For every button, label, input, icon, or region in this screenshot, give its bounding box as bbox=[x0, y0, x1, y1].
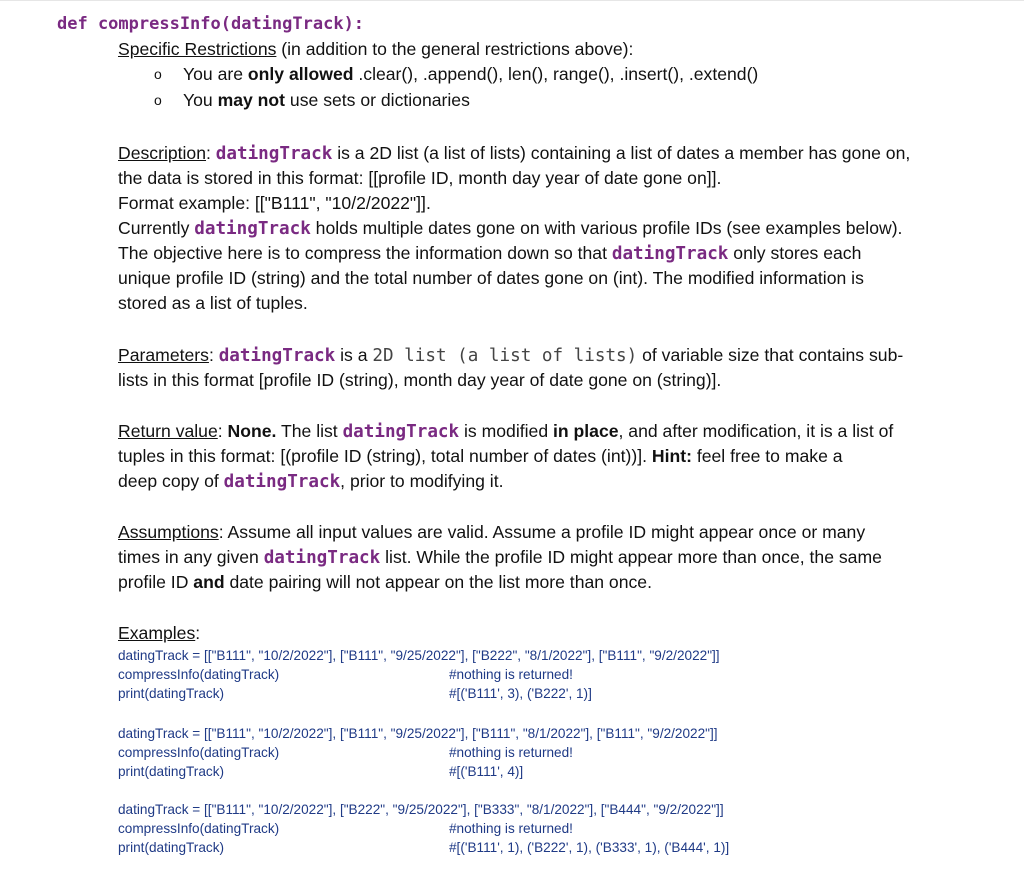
return-l1-a: The list bbox=[276, 421, 343, 441]
examples-colon: : bbox=[195, 623, 201, 643]
assumptions-line-3 bbox=[118, 570, 652, 595]
restriction-1-pre: You are bbox=[183, 64, 248, 84]
assumptions-l1: Assume all input values are valid. Assume a profile ID might appear once or many bbox=[227, 522, 866, 542]
return-none: None. bbox=[227, 421, 277, 441]
parameters-line-2: lists in this format [profile ID (string), month day year of date gone on (string)]. bbox=[118, 370, 722, 390]
page-top-border bbox=[0, 0, 1024, 9]
example-1-call-comment: #nothing is returned! bbox=[449, 667, 573, 682]
description-l5-pre: The objective here is to compress the information down so that bbox=[118, 243, 612, 263]
description-l5-post: only stores each bbox=[728, 243, 862, 263]
description-line-4 bbox=[118, 216, 902, 242]
return-l3-b: , prior to modifying it. bbox=[340, 471, 504, 491]
assumptions-l3-b: date pairing will not appear on the list more than once. bbox=[224, 572, 652, 592]
example-3-print-comment: #[('B111', 1), ('B222', 1), ('B333', 1), ('B444', 1)] bbox=[449, 840, 730, 855]
bullet-1-icon: o bbox=[154, 66, 162, 82]
parameters-post: of variable size that contains sub- bbox=[637, 345, 904, 365]
restriction-1-bold: only allowed bbox=[247, 64, 354, 84]
restriction-item-2 bbox=[183, 88, 470, 113]
description-var-3: datingTrack bbox=[611, 244, 729, 264]
bullet-2-icon: o bbox=[154, 92, 162, 108]
assumptions-l3-a: profile ID bbox=[118, 572, 194, 592]
return-var-2: datingTrack bbox=[223, 472, 341, 492]
example-2-call: compressInfo(datingTrack) bbox=[118, 745, 280, 760]
description-l1-post: is a 2D list (a list of lists) containing a list of dates a member has gone on, bbox=[332, 143, 911, 163]
return-var: datingTrack bbox=[342, 422, 460, 442]
description-line-5 bbox=[118, 241, 861, 267]
example-1-input: datingTrack = [["B111", "10/2/2022"], ["B111", "9/25/2022"], ["B222", "8/1/2022"], ["B111", "9/2/2022"]] bbox=[118, 648, 720, 663]
example-1-call: compressInfo(datingTrack) bbox=[118, 667, 280, 682]
assumptions-and: and bbox=[193, 572, 225, 592]
description-l4-post: holds multiple dates gone on with various profile IDs (see examples below). bbox=[310, 218, 903, 238]
assumptions-var: datingTrack bbox=[263, 548, 381, 568]
description-line-1 bbox=[118, 141, 910, 167]
example-2-input: datingTrack = [["B111", "10/2/2022"], ["B111", "9/25/2022"], ["B111", "8/1/2022"], ["B111", "9/2/2022"]] bbox=[118, 726, 718, 741]
restriction-2-pre: You bbox=[183, 90, 218, 110]
description-line-7: stored as a list of tuples. bbox=[118, 293, 308, 313]
assumptions-line-1 bbox=[118, 520, 865, 545]
parameters-code: 2D list (a list of lists) bbox=[372, 346, 638, 366]
function-signature: def compressInfo(datingTrack): bbox=[57, 14, 365, 34]
description-line-3: Format example: [["B111", "10/2/2022"]]. bbox=[118, 193, 431, 213]
return-colon: : bbox=[217, 421, 228, 441]
assumptions-colon: : bbox=[218, 522, 228, 542]
return-l2-a: tuples in this format: [(profile ID (string), total number of dates (int))]. bbox=[118, 446, 652, 466]
example-2-print: print(datingTrack) bbox=[118, 764, 225, 779]
return-l1-c: , and after modification, it is a list of bbox=[618, 421, 894, 441]
return-in-place: in place bbox=[553, 421, 619, 441]
assumptions-l2-b: list. While the profile ID might appear more than once, the same bbox=[380, 547, 882, 567]
example-3-input: datingTrack = [["B111", "10/2/2022"], ["B222", "9/25/2022"], ["B333", "8/1/2022"], ["B444", "9/2/2022"]] bbox=[118, 802, 724, 817]
examples-heading bbox=[118, 621, 200, 646]
description-var-2: datingTrack bbox=[194, 219, 311, 239]
examples-label: Examples bbox=[118, 623, 196, 643]
example-3-call: compressInfo(datingTrack) bbox=[118, 821, 280, 836]
restriction-1-post: .clear(), .append(), len(), range(), .insert(), .extend() bbox=[353, 64, 759, 84]
restriction-item-1 bbox=[183, 62, 758, 87]
description-colon: : bbox=[206, 143, 216, 163]
return-l1-b: is modified bbox=[459, 421, 553, 441]
example-1-print-comment: #[('B111', 3), ('B222', 1)] bbox=[449, 686, 592, 701]
parameters-colon: : bbox=[208, 345, 219, 365]
restrictions-heading-rest: (in addition to the general restrictions above): bbox=[276, 39, 634, 59]
example-2-print-comment: #[('B111', 4)] bbox=[449, 764, 524, 779]
parameters-line-1 bbox=[118, 343, 903, 369]
return-hint: Hint: bbox=[651, 446, 692, 466]
return-l2-b: feel free to make a bbox=[691, 446, 843, 466]
description-var: datingTrack bbox=[215, 144, 333, 164]
restriction-2-bold: may not bbox=[217, 90, 286, 110]
assumptions-l2-a: times in any given bbox=[118, 547, 264, 567]
assumptions-label: Assumptions bbox=[118, 522, 219, 542]
description-line-6: unique profile ID (string) and the total number of dates gone on (int). The modified information is bbox=[118, 268, 864, 288]
description-l4-pre: Currently bbox=[118, 218, 195, 238]
parameters-var: datingTrack bbox=[218, 346, 336, 366]
restrictions-heading bbox=[118, 37, 633, 62]
example-1-print: print(datingTrack) bbox=[118, 686, 225, 701]
parameters-mid: is a bbox=[335, 345, 373, 365]
return-line-3 bbox=[118, 469, 503, 495]
description-label: Description bbox=[118, 143, 207, 163]
description-line-2: the data is stored in this format: [[profile ID, month day year of date gone on]]. bbox=[118, 168, 722, 188]
return-line-1 bbox=[118, 419, 893, 445]
parameters-label: Parameters bbox=[118, 345, 209, 365]
assumptions-line-2 bbox=[118, 545, 882, 571]
example-3-call-comment: #nothing is returned! bbox=[449, 821, 573, 836]
restriction-2-post: use sets or dictionaries bbox=[285, 90, 470, 110]
example-2-call-comment: #nothing is returned! bbox=[449, 745, 573, 760]
example-3-print: print(datingTrack) bbox=[118, 840, 225, 855]
return-line-2 bbox=[118, 444, 843, 469]
restrictions-label: Specific Restrictions bbox=[118, 39, 277, 59]
return-l3-a: deep copy of bbox=[118, 471, 224, 491]
return-label: Return value bbox=[118, 421, 218, 441]
